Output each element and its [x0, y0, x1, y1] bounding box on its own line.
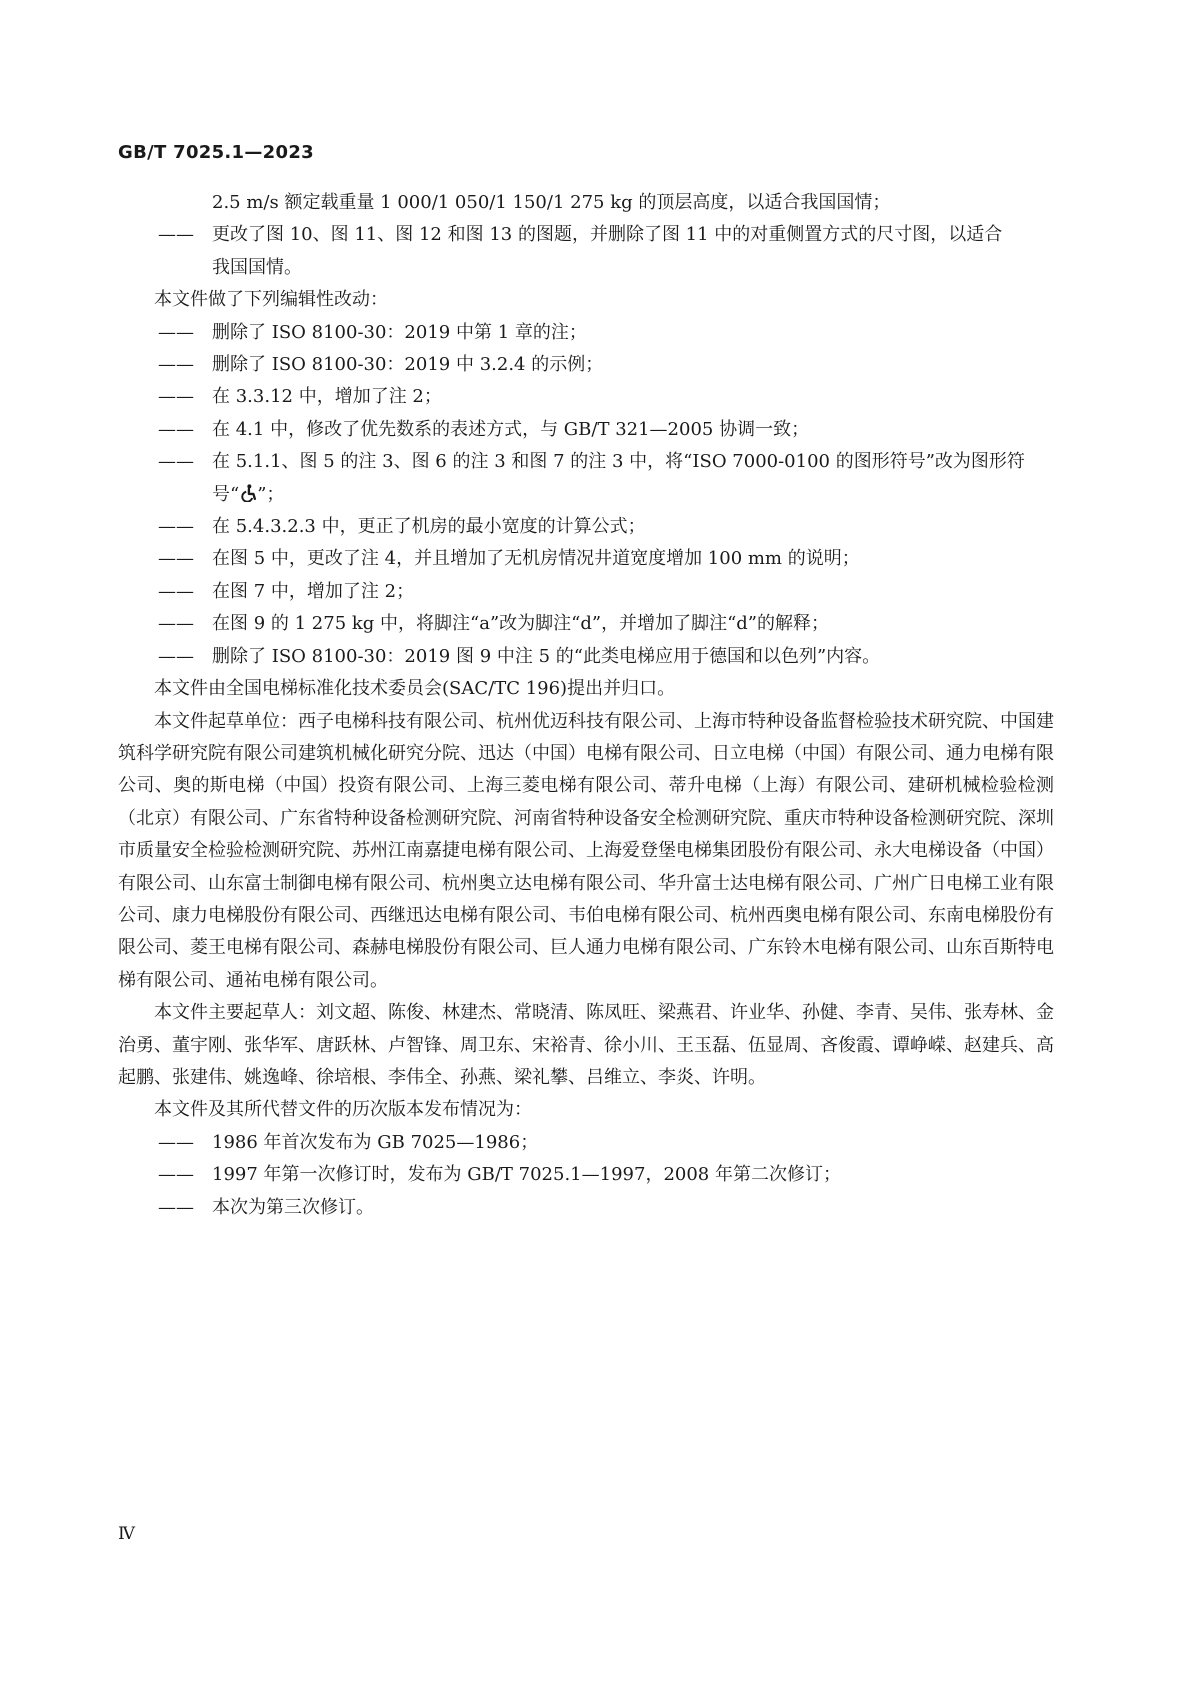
list-item: —— 1997 年第一次修订时，发布为 GB/T 7025.1—1997，2008 年第二次修订；	[158, 1164, 841, 1186]
list-item: —— 更改了图 10、图 11、图 12 和图 13 的图题，并删除了图 11 中的对重侧置方式的尺寸图，以适合	[118, 219, 1054, 251]
paragraph: 本文件由全国电梯标准化技术委员会(SAC/TC 196)提出并归口。	[154, 678, 676, 700]
wheelchair-icon	[239, 484, 257, 502]
list-item: —— 在 3.3.12 中，增加了注 2；	[158, 386, 442, 408]
list-item: —— 在图 5 中，更改了注 4，并且增加了无机房情况井道宽度增加 100 mm 的说明；	[158, 548, 860, 570]
page-number: Ⅳ	[118, 1524, 135, 1544]
list-item: —— 本次为第三次修订。	[158, 1196, 374, 1218]
list-item: —— 在图 9 的 1 275 kg 中，将脚注“a”改为脚注“d”，并增加了脚注“d”的解释；	[158, 613, 830, 635]
foreword-content	[118, 187, 1054, 1224]
paragraph: 本文件主要起草人：刘文超、陈俊、林建杰、常晓清、陈凤旺、梁燕君、许业华、孙健、李青、吴伟、张寿林、金治勇、董宇刚、张华军、唐跃林、卢智锋、周卫东、宋裕青、徐小川、王玉磊、伍显周、吝俊霞、谭峥嵘、赵建兵、高起鹏、张建伟、姚逸峰、徐培根、李伟全、孙燕、梁礼攀、吕维立、李炎、许明。	[118, 1002, 1054, 1088]
continued-line: 2.5 m/s 额定载重量 1 000/1 050/1 150/1 275 kg 的顶层高度，以适合我国国情；	[212, 192, 891, 213]
dash: ——	[158, 224, 194, 246]
list-item: —— 在图 7 中，增加了注 2；	[158, 580, 415, 602]
document-id: GB/T 7025.1—2023	[118, 142, 314, 163]
list-item: —— 删除了 ISO 8100-30：2019 中第 1 章的注；	[158, 321, 587, 343]
list-item: —— 在 5.4.3.2.3 中，更正了机房的最小宽度的计算公式；	[158, 516, 646, 538]
list-item: —— 删除了 ISO 8100-30：2019 图 9 中注 5 的“此类电梯应用于德国和以色列”内容。	[158, 645, 881, 667]
list-item: —— 1986 年首次发布为 GB 7025—1986；	[158, 1131, 539, 1153]
paragraph: 本文件做了下列编辑性改动：	[154, 289, 388, 311]
list-item: —— 在 5.1.1、图 5 的注 3、图 6 的注 3 和图 7 的注 3 中，将“ISO 7000-0100 的图形符号”改为图形符	[158, 451, 1025, 473]
paragraph: 本文件起草单位：西子电梯科技有限公司、杭州优迈科技有限公司、上海市特种设备监督检验技术研究院、中国建筑科学研究院有限公司建筑机械化研究分院、迅达（中国）电梯有限公司、日立电梯（中国）有限公司、通力电梯有限公司、奥的斯电梯（中国）投资有限公司、上海三菱电梯有限公司、蒂升电梯（上海）有限公司、建研机械检验检测（北京）有限公司、广东省特种设备检测研究院、河南省特种设备安全检测研究院、重庆市特种设备检测研究院、深圳市质量安全检验检测研究院、苏州江南嘉捷电梯有限公司、上海爱登堡电梯集团股份有限公司、永大电梯设备（中国）有限公司、山东富士制御电梯有限公司、杭州奥立达电梯有限公司、华升富士达电梯有限公司、广州广日电梯工业有限公司、康力电梯股份有限公司、西继迅达电梯有限公司、韦伯电梯有限公司、杭州西奥电梯有限公司、东南电梯股份有限公司、菱王电梯有限公司、森赫电梯股份有限公司、巨人通力电梯有限公司、广东铃木电梯有限公司、山东百斯特电梯有限公司、通祐电梯有限公司。	[118, 710, 1054, 991]
list-item: —— 删除了 ISO 8100-30：2019 中 3.2.4 的示例；	[158, 354, 604, 376]
continued-line: 我国国情。	[212, 256, 302, 278]
paragraph: 本文件及其所代替文件的历次版本发布情况为：	[154, 1099, 532, 1121]
list-item: —— 在 4.1 中，修改了优先数系的表述方式，与 GB/T 321—2005 协调一致；	[158, 418, 810, 440]
continued-line: 号“ ”；	[212, 483, 285, 505]
